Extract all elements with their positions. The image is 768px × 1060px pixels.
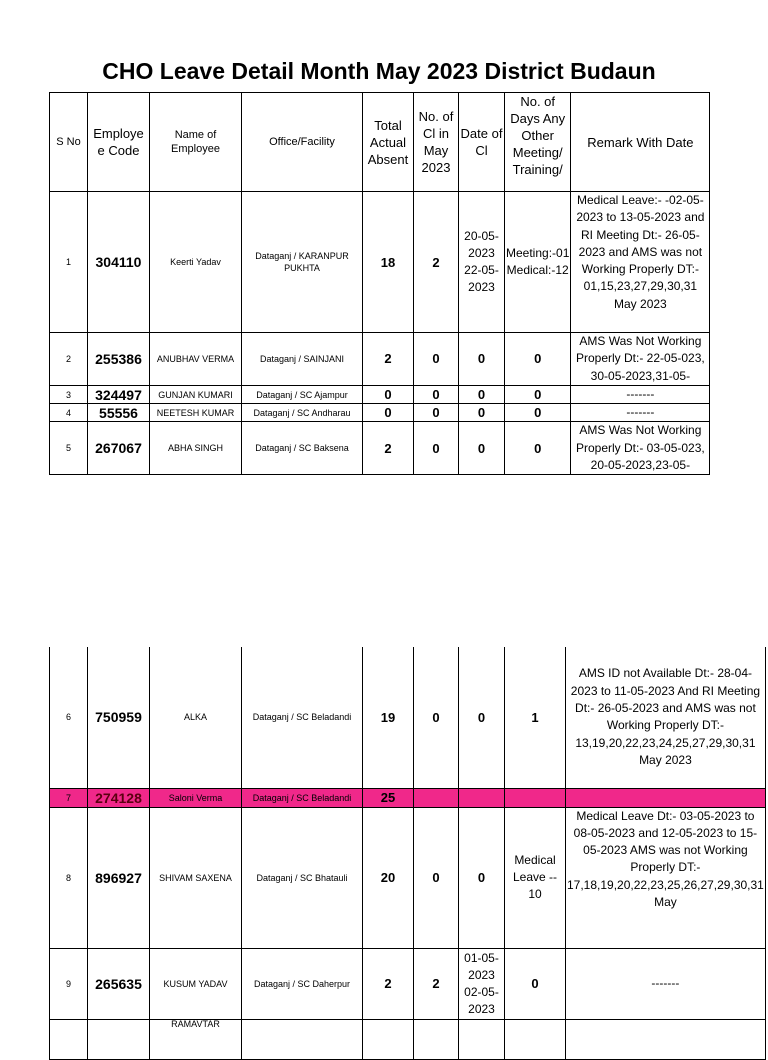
header-remark: Remark With Date (571, 93, 710, 192)
cell-code: 55556 (88, 404, 150, 422)
cell-absent: 25 (363, 788, 414, 807)
cell-date-cl: 0 (459, 385, 505, 403)
leave-table-part-2 (49, 647, 766, 1060)
leave-table-part-1 (49, 92, 710, 475)
cell-remark: Medical Leave Dt:- 03-05-2023 to 08-05-2023 and 12-05-2023 to 15-05-2023 AMS was not Working Properly DT:- 17,18,19,20,22,23,25,26,27,29,30,31 May (566, 807, 766, 948)
cell-absent: 2 (363, 333, 414, 386)
header-office: Office/Facility (242, 93, 363, 192)
cell-date-cl: 01-05-2023 02-05-2023 (459, 948, 505, 1019)
cell-other-days: 1 (505, 647, 566, 788)
cell-name: ANUBHAV VERMA (150, 333, 242, 386)
cell-sno: 8 (50, 807, 88, 948)
cell-code: 750959 (88, 647, 150, 788)
cell-remark: ------- (571, 404, 710, 422)
cell-cl (414, 788, 459, 807)
cell-remark: Medical Leave:- -02-05-2023 to 13-05-2023 and RI Meeting Dt:- 26-05-2023 and AMS was not Working Properly DT:- 01,15,23,27,29,30,31 May 2023 (571, 192, 710, 333)
cell-other-days (505, 788, 566, 807)
cell-other-days: Meeting:-01 Medical:-12 (505, 192, 571, 333)
cell-remark (566, 1019, 766, 1059)
cell-cl: 2 (414, 948, 459, 1019)
cell-sno (50, 1019, 88, 1059)
cell-absent: 2 (363, 948, 414, 1019)
table-row (50, 404, 710, 422)
cell-absent: 0 (363, 404, 414, 422)
cell-code: 255386 (88, 333, 150, 386)
header-row (50, 93, 710, 192)
cell-cl: 2 (414, 192, 459, 333)
cell-other-days: 0 (505, 948, 566, 1019)
cell-remark: AMS Was Not Working Properly Dt:- 03-05-023, 20-05-2023,23-05- (571, 422, 710, 475)
table-row (50, 1019, 766, 1059)
cell-office: Dataganj / SC Bhatauli (242, 807, 363, 948)
cell-absent: 2 (363, 422, 414, 475)
table-row (50, 807, 766, 948)
cell-other-days: 0 (505, 333, 571, 386)
cell-office: Dataganj / SC Beladandi (242, 788, 363, 807)
header-name: Name of Employee (150, 93, 242, 192)
cell-absent: 20 (363, 807, 414, 948)
cell-office: Dataganj / KARANPUR PUKHTA (242, 192, 363, 333)
cell-date-cl: 0 (459, 422, 505, 475)
cell-sno: 5 (50, 422, 88, 475)
cell-name: KUSUM YADAV (150, 948, 242, 1019)
cell-code: 324497 (88, 385, 150, 403)
cell-name: SHIVAM SAXENA (150, 807, 242, 948)
cell-other-days: 0 (505, 404, 571, 422)
cell-office: Dataganj / SC Ajampur (242, 385, 363, 403)
cell-date-cl: 0 (459, 647, 505, 788)
cell-code: 896927 (88, 807, 150, 948)
document-title: CHO Leave Detail Month May 2023 District Budaun (102, 58, 656, 84)
table-row (50, 948, 766, 1019)
cell-office: Dataganj / SC Baksena (242, 422, 363, 475)
cell-office: Dataganj / SC Beladandi (242, 647, 363, 788)
header-other-days: No. of Days Any Other Meeting/ Training/ (505, 93, 571, 192)
cell-cl: 0 (414, 385, 459, 403)
cell-code: 274128 (88, 788, 150, 807)
cell-office (242, 1019, 363, 1059)
cell-absent: 0 (363, 385, 414, 403)
cell-code: 304110 (88, 192, 150, 333)
cell-name: NEETESH KUMAR (150, 404, 242, 422)
cell-other-days: 0 (505, 385, 571, 403)
cell-remark: ------- (566, 948, 766, 1019)
header-absent: Total Actual Absent (363, 93, 414, 192)
cell-date-cl: 0 (459, 807, 505, 948)
table-row-highlighted (50, 788, 766, 807)
table-row (50, 647, 766, 788)
cell-sno: 9 (50, 948, 88, 1019)
cell-name: RAMAVTAR (150, 1019, 242, 1059)
cell-sno: 7 (50, 788, 88, 807)
cell-date-cl: 0 (459, 333, 505, 386)
cell-cl: 0 (414, 333, 459, 386)
cell-remark: AMS ID not Available Dt:- 28-04-2023 to 11-05-2023 And RI Meeting Dt:- 26-05-2023 and AMS was not Working Properly DT:- 13,19,20,22,23,24,25,27,29,30,31 May 2023 (566, 647, 766, 788)
cell-absent: 18 (363, 192, 414, 333)
cell-absent (363, 1019, 414, 1059)
table-row (50, 333, 710, 386)
cell-name: ALKA (150, 647, 242, 788)
cell-remark: AMS Was Not Working Properly Dt:- 22-05-023, 30-05-2023,31-05- (571, 333, 710, 386)
cell-remark (566, 788, 766, 807)
table-row (50, 422, 710, 475)
cell-cl: 0 (414, 807, 459, 948)
cell-remark: ------- (571, 385, 710, 403)
cell-code (88, 1019, 150, 1059)
cell-code: 265635 (88, 948, 150, 1019)
cell-date-cl (459, 1019, 505, 1059)
cell-cl: 0 (414, 647, 459, 788)
cell-other-days: 0 (505, 422, 571, 475)
cell-sno: 4 (50, 404, 88, 422)
cell-other-days: Medical Leave -- 10 (505, 807, 566, 948)
table-row (50, 385, 710, 403)
cell-sno: 3 (50, 385, 88, 403)
cell-code: 267067 (88, 422, 150, 475)
cell-office: Dataganj / SC Daherpur (242, 948, 363, 1019)
table-row (50, 192, 710, 333)
cell-name: Keerti Yadav (150, 192, 242, 333)
cell-cl: 0 (414, 404, 459, 422)
cell-date-cl (459, 788, 505, 807)
cell-name: GUNJAN KUMARI (150, 385, 242, 403)
cell-office: Dataganj / SAINJANI (242, 333, 363, 386)
header-code: Employe e Code (88, 93, 150, 192)
header-date-cl: Date of Cl (459, 93, 505, 192)
cell-name: Saloni Verma (150, 788, 242, 807)
cell-sno: 6 (50, 647, 88, 788)
cell-cl (414, 1019, 459, 1059)
cell-cl: 0 (414, 422, 459, 475)
cell-sno: 2 (50, 333, 88, 386)
header-cl: No. of Cl in May 2023 (414, 93, 459, 192)
cell-date-cl: 0 (459, 404, 505, 422)
cell-office: Dataganj / SC Andharau (242, 404, 363, 422)
cell-date-cl: 20-05-2023 22-05-2023 (459, 192, 505, 333)
cell-absent: 19 (363, 647, 414, 788)
cell-sno: 1 (50, 192, 88, 333)
cell-other-days (505, 1019, 566, 1059)
header-sno: S No (50, 93, 88, 192)
cell-name: ABHA SINGH (150, 422, 242, 475)
